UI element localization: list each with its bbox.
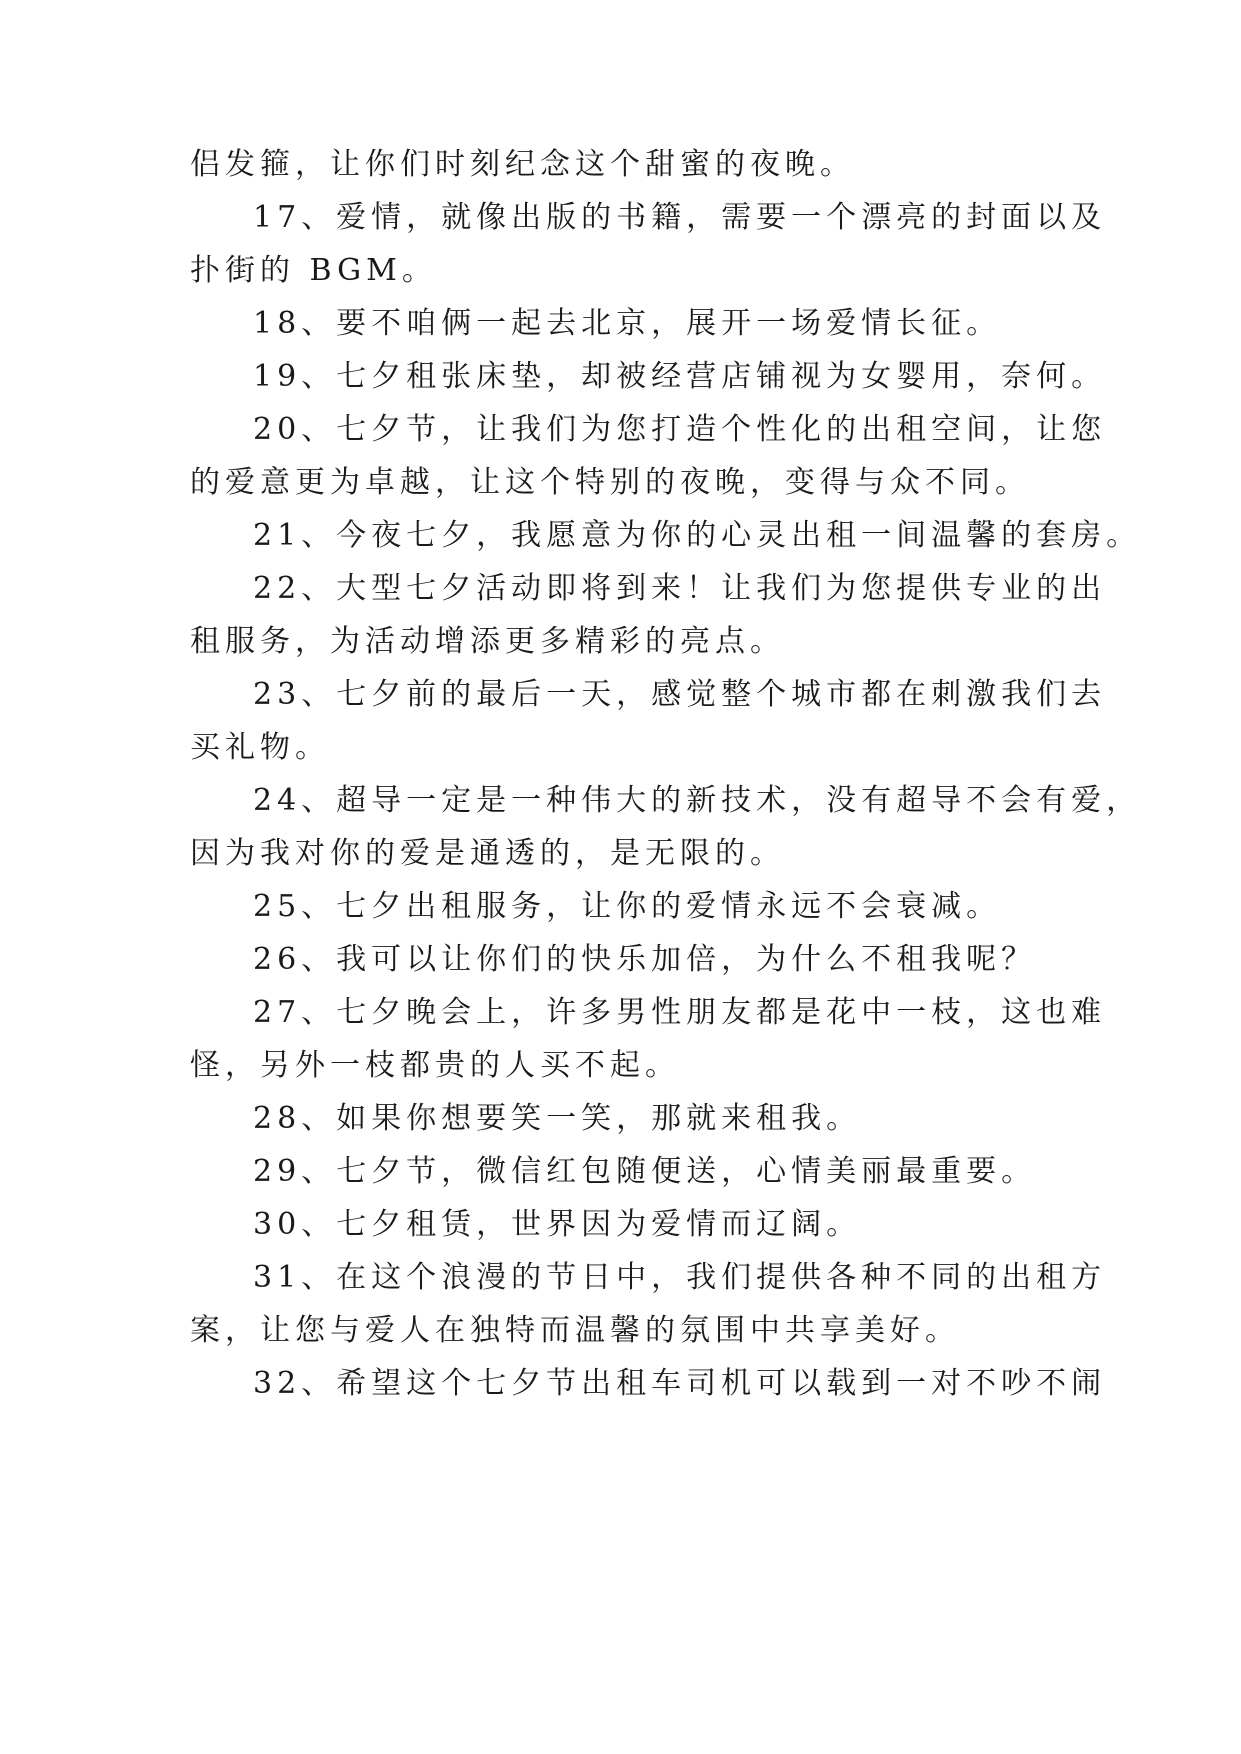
text-line: 31、在这个浪漫的节日中，我们提供各种不同的出租方	[253, 1260, 1107, 1295]
text-line: 租服务，为活动增添更多精彩的亮点。	[190, 624, 785, 659]
text-line: 21、今夜七夕，我愿意为你的心灵出租一间温馨的套房。	[253, 518, 1142, 553]
text-line: 30、七夕租赁，世界因为爱情而辽阔。	[253, 1207, 862, 1242]
text-line: 因为我对你的爱是通透的，是无限的。	[190, 836, 785, 871]
text-line: 23、七夕前的最后一天，感觉整个城市都在刺激我们去	[253, 677, 1107, 712]
text-line: 20、七夕节，让我们为您打造个性化的出租空间，让您	[253, 412, 1107, 447]
text-line: 29、七夕节，微信红包随便送，心情美丽最重要。	[253, 1154, 1037, 1189]
text-line: 27、七夕晚会上，许多男性朋友都是花中一枝，这也难	[253, 995, 1107, 1030]
text-line: 24、超导一定是一种伟大的新技术，没有超导不会有爱，	[253, 783, 1142, 818]
text-line: 18、要不咱俩一起去北京，展开一场爱情长征。	[253, 306, 1002, 341]
text-line: 17、爱情，就像出版的书籍，需要一个漂亮的封面以及	[253, 200, 1107, 235]
text-line: 22、大型七夕活动即将到来！让我们为您提供专业的出	[253, 571, 1107, 606]
text-line: 扑街的 BGM。	[190, 253, 437, 288]
text-line: 侣发箍，让你们时刻纪念这个甜蜜的夜晚。	[190, 147, 855, 182]
text-line: 的爱意更为卓越，让这个特别的夜晚，变得与众不同。	[190, 465, 1030, 500]
text-line: 案，让您与爱人在独特而温馨的氛围中共享美好。	[190, 1313, 960, 1348]
text-line: 25、七夕出租服务，让你的爱情永远不会衰减。	[253, 889, 1002, 924]
text-line: 19、七夕租张床垫，却被经营店铺视为女婴用，奈何。	[253, 359, 1107, 394]
text-line: 怪，另外一枝都贵的人买不起。	[190, 1048, 680, 1083]
text-line: 28、如果你想要笑一笑，那就来租我。	[253, 1101, 862, 1136]
text-line: 买礼物。	[190, 730, 330, 765]
text-line: 32、希望这个七夕节出租车司机可以载到一对不吵不闹	[253, 1366, 1107, 1401]
text-line: 26、我可以让你们的快乐加倍，为什么不租我呢？	[253, 942, 1037, 977]
